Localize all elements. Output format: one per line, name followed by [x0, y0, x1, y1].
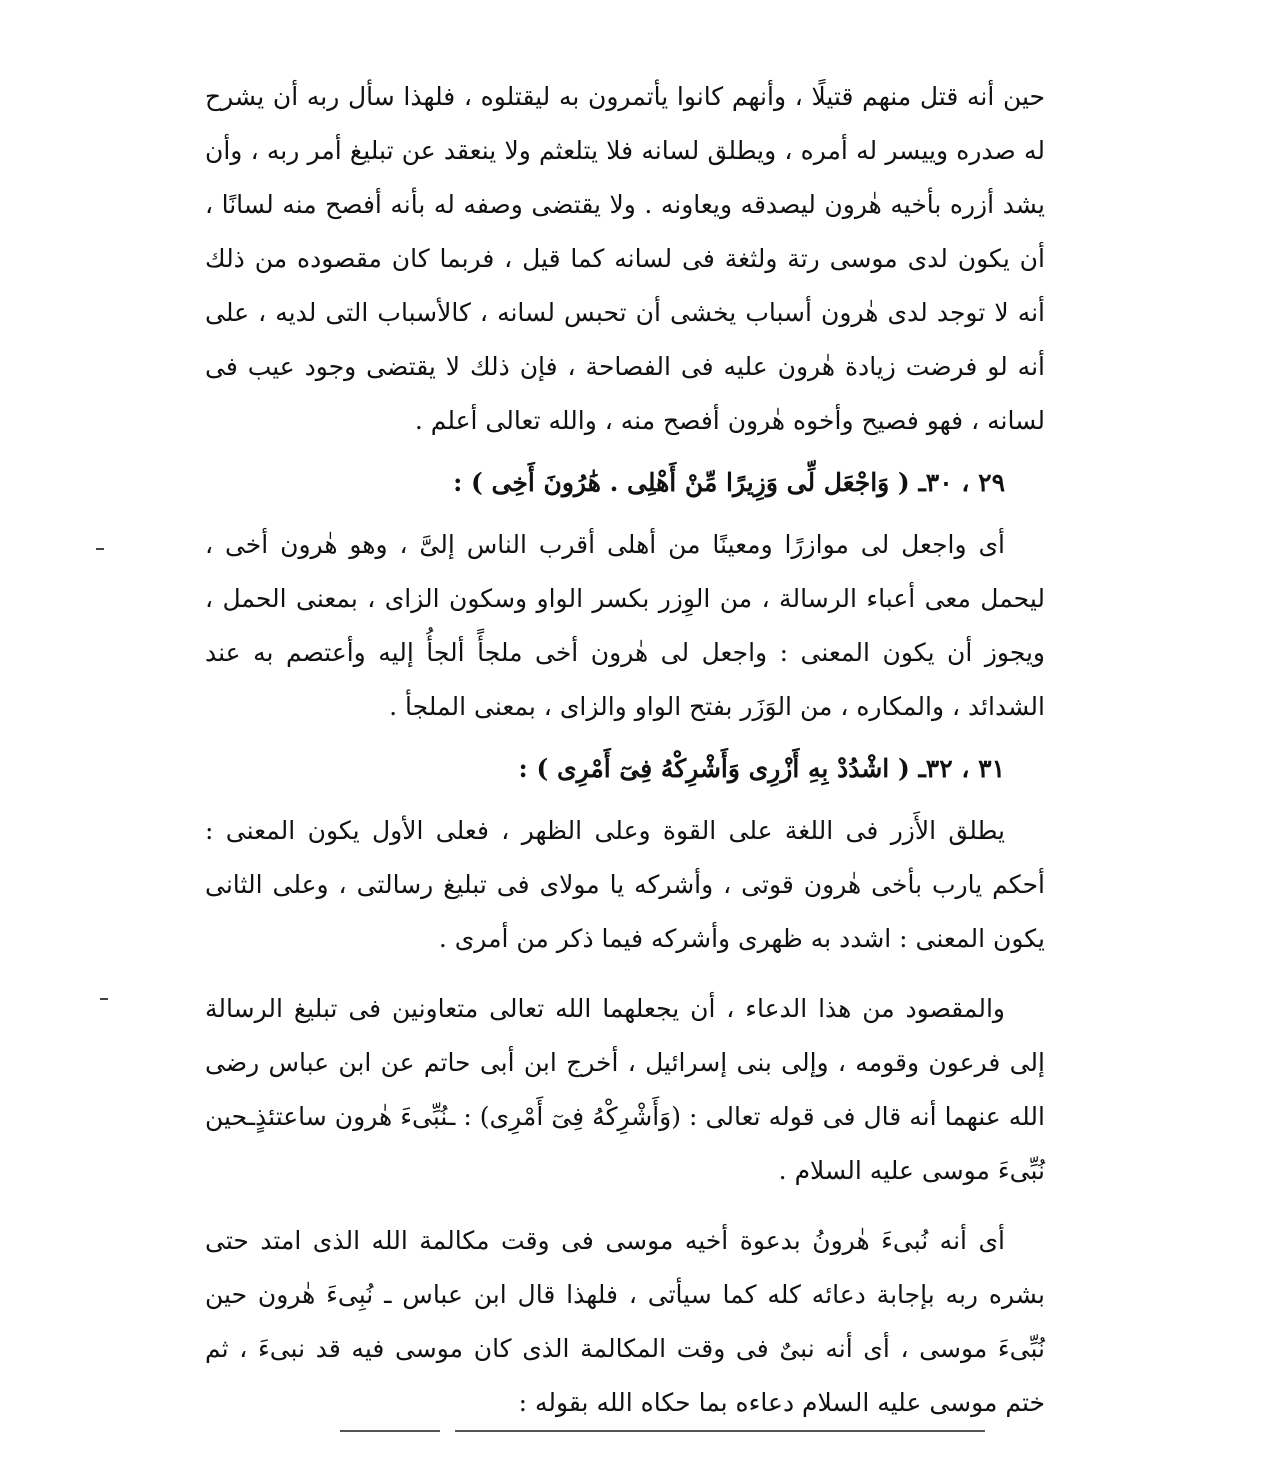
paragraph-3: يطلق الأَزر فى اللغة على القوة وعلى الظهر ، فعلى الأول يكون المعنى : أحكم يارب بأخى هٰرون قوتى ، وأشركه يا مولاى فى تبليغ رسالتى ، وعلى الثانى يكون المعنى : اشدد به ظهرى وأشركه فيما ذكر من أمرى .: [205, 816, 1045, 953]
footer-rule-left: [340, 1430, 440, 1432]
paragraph-5: أى أنه نُبىءَ هٰرونُ بدعوة أخيه موسى فى وقت مكالمة الله الذى امتد حتى بشره ربه بإجابة دعائه كله كما سيأتى ، فلهذا قال ابن عباس ـ نُبِىءَ هٰرون حين نُبِّىءَ موسى ، أى أنه نبىٌ فى وقت المكالمة الذى كان موسى فيه قد نبىءَ ، ثم ختم موسى عليه السلام دعاءه بما حكاه الله بقوله :: [205, 1226, 1045, 1417]
margin-mark: [96, 548, 104, 550]
paragraph-1: حين أنه قتل منهم قتيلًا ، وأنهم كانوا يأتمرون به ليقتلوه ، فلهذا سأل ربه أن يشرح له صدره وييسر له أمره ، ويطلق لسانه فلا يتلعثم ولا ينعقد عن تبليغ أمر ربه ، وأن يشد أزره بأخيه هٰرون ليصدقه ويعاونه . ولا يقتضى وصفه له بأنه أفصح منه لسانًا ، أن يكون لدى موسى رتة ولثغة فى لسانه كما قيل ، فربما كان مقصوده من ذلك أنه لا توجد لدى هٰرون أسباب يخشى أن تحبس لسانه ، كالأسباب التى لديه ، على أنه لو فرضت زيادة هٰرون عليه فى الفصاحة ، فإن ذلك لا يقتضى وجود عيب فى لسانه ، فهو فصيح وأخوه هٰرون أفصح منه ، والله تعالى أعلم .: [205, 82, 1045, 435]
paragraph-2: أى واجعل لى موازرًا ومعينًا من أهلى أقرب الناس إلىَّ ، وهو هٰرون أخى ، ليحمل معى أعباء الرسالة ، من الوِزر بكسر الواو وسكون الزاى ، بمعنى الحمل ، ويجوز أن يكون المعنى : واجعل لى هٰرون أخى ملجأً ألجأُ إليه وأعتصم به عند الشدائد ، والمكاره ، من الوَزَر بفتح الواو والزاى ، بمعنى الملجأ .: [205, 530, 1045, 721]
margin-mark: [100, 998, 108, 1000]
verse-heading-31-32: ٣١ ، ٣٢ـ ( اشْدُدْ بِهِ أَزْرِى وَأَشْرِكْهُ فِىٓ أَمْرِى ) :: [518, 754, 1005, 783]
paragraph-4: والمقصود من هذا الدعاء ، أن يجعلهما الله تعالى متعاونين فى تبليغ الرسالة إلى فرعون وقومه ، وإلى بنى إسرائيل ، أخرج ابن أبى حاتم عن ابن عباس رضى الله عنهما أنه قال فى قوله تعالى : (وَأَشْرِكْهُ فِىٓ أَمْرِى) : ـنُبِّىءَ هٰرون ساعتئذٍـحين نُبِّىءَ موسى عليه السلام .: [205, 994, 1045, 1185]
page-body: [205, 70, 1045, 1430]
footer-rule-right: [455, 1430, 985, 1432]
verse-heading-29-30: ٢٩ ، ٣٠ـ ( وَاجْعَل لِّى وَزِيرًا مِّنْ أَهْلِى . هَٰرُونَ أَخِى ) :: [453, 468, 1005, 497]
